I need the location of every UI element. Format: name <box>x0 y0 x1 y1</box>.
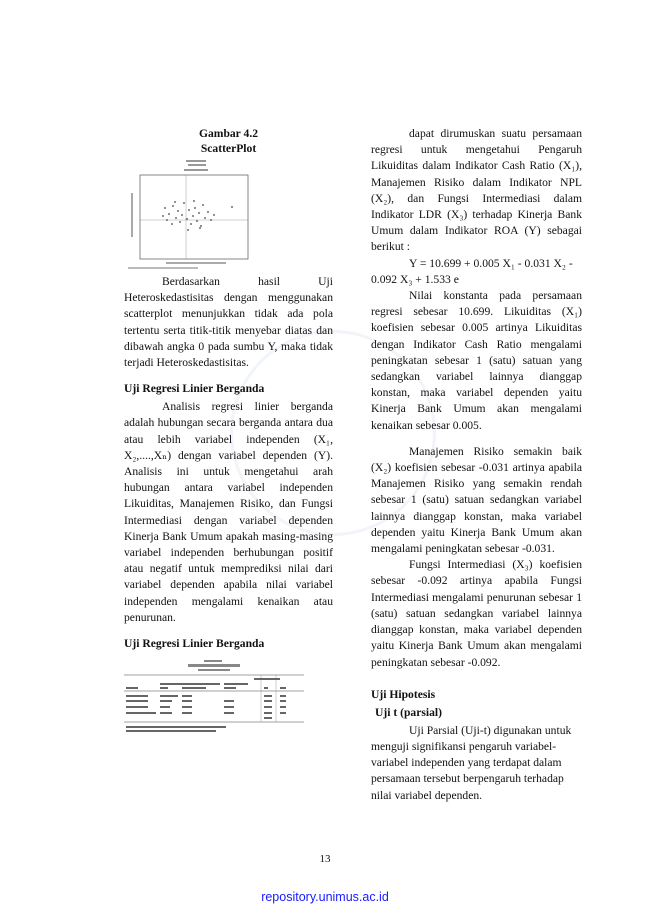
figure-number: Gambar 4.2 <box>198 127 259 140</box>
figure-title <box>124 126 333 156</box>
section-heading-regresi-table: Uji Regresi Linier Berganda <box>124 637 265 651</box>
coefficients-table-image <box>124 658 304 744</box>
paragraph-manajemen-risiko: Manajemen Risiko semakin baik (X₂) koefisien sebesar -0.031 artinya apabila Manajemen Risiko yang semakin rendah sebesar 1 (satu) satuan sedangkan variabel lainnya dianggap konstan, maka variabel dependen yaitu Kinerja Bank Umum akan mengalami peningkatan sebesar -0.031. <box>371 444 582 556</box>
subsection-heading-uji-t: Uji t (parsial) <box>375 705 442 719</box>
section-heading-regresi: Uji Regresi Linier Berganda <box>124 382 265 396</box>
paragraph-konstanta: Nilai konstanta pada persamaan regresi sebesar 10.699. Likuiditas (X₁) koefisien sebesar 0.005 artinya Likuiditas dengan Indikator Cash Ratio mengalami peningkatan sebesar 1 (satu) satuan yang sedangkan variabel lainnya dianggap konstan, maka variabel dependen yaitu Kinerja Bank Umum akan mengalami kenaikan sebesar 0.005. <box>371 289 582 432</box>
scatterplot-image <box>128 158 253 270</box>
right-column <box>371 126 582 804</box>
regression-equation: Y = 10.699 + 0.005 X₁ - 0.031 X₂ - 0.092 X₃ + 1.533 e <box>371 256 573 286</box>
paragraph-fungsi-intermediasi: Fungsi Intermediasi (X₃) koefisien sebesar -0.092 artinya apabila Fungsi Intermediasi mengalami penurunan sebesar 1 (satu) satuan sedangkan variabel lainnya dianggap konstan, maka variabel dependen yaitu Kinerja Bank Umum akan mengalami peningkatan sebesar -0.092. <box>371 558 582 669</box>
paragraph-uji-parsial: Uji Parsial (Uji-t) digunakan untuk menguji signifikansi pengaruh variabel-variabel independen yang terdapat dalam persamaan tersebut berpengaruh terhadap nilai variabel dependen. <box>371 723 572 802</box>
paragraph-analisis-regresi: Analisis regresi linier berganda adalah hubungan secara berganda antara dua atau lebih variabel independen (X₁, X₂,....,Xₙ) dengan variabel dependen (Y). Analisis ini untuk mengetahui arah hubungan antara variabel independen Likuiditas, Manajemen Risiko, dan Fungsi Intermediasi dengan variabel dependen Kinerja Bank Umum apakah masing-masing variabel independen berhubungan positif atau negatif untuk memprediksi nilai dari variabel dependen apabila nilai variabel independen mengalami kenaikan atau penurunan. <box>124 400 333 624</box>
paragraph-heteroskedastisitas: Berdasarkan hasil Uji Heteroskedastisitas dengan menggunakan scatterplot menunjukkan tidak ada pola tertentu serta titik-titik menyebar diatas dan dibawah angka 0 pada sumbu Y, maka tidak terjadi Heteroskedastisitas. <box>124 275 333 370</box>
section-heading-hipotesis: Uji Hipotesis <box>371 687 436 701</box>
left-column <box>124 126 333 749</box>
page-number: 13 <box>319 853 331 865</box>
figure-caption: ScatterPlot <box>200 142 257 155</box>
paragraph-persamaan-regresi: dapat dirumuskan suatu persamaan regresi untuk mengetahui Pengaruh Likuiditas dalam Indikator Cash Ratio (X₁), Manajemen Risiko dalam Indikator NPL (X₂), dan Fungsi Intermediasi dalam Indikator LDR (X₃) terhadap Kinerja Bank Umum dalam Indikator ROA (Y) sebagai berikut : <box>371 127 582 254</box>
repository-link[interactable]: repository.unimus.ac.id <box>261 890 389 904</box>
